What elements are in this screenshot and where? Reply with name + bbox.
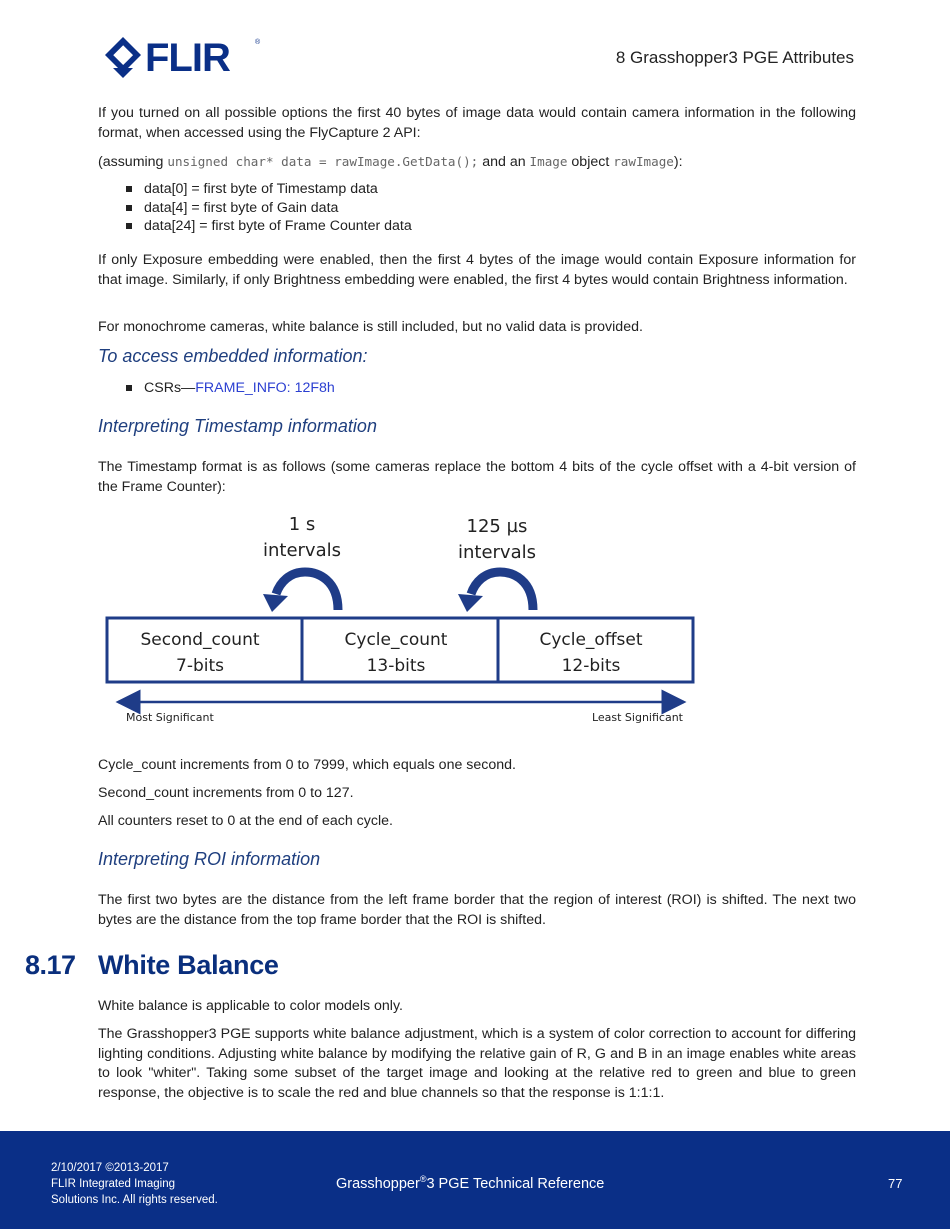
- footer-doc-title: Grasshopper®3 PGE Technical Reference: [336, 1174, 605, 1192]
- roi-heading: Interpreting ROI information: [98, 849, 321, 869]
- timestamp-heading: Interpreting Timestamp information: [98, 416, 377, 436]
- square-bullet-icon: [126, 223, 132, 229]
- box1-bits: 7-bits: [176, 656, 224, 676]
- code-image: Image: [529, 154, 568, 169]
- csr-list: [98, 379, 856, 398]
- code-rawimage: rawImage: [613, 154, 674, 169]
- list-item: data[24] = first byte of Frame Counter data: [98, 217, 856, 236]
- svg-text:FLIR: FLIR: [145, 36, 230, 80]
- interval2-line1: 125 µs: [466, 516, 528, 537]
- interval1-line1: 1 s: [288, 514, 316, 535]
- section-number: 8.17: [25, 950, 76, 980]
- interval1-line2: intervals: [262, 540, 342, 561]
- roi-paragraph: The first two bytes are the distance from the left frame border that the region of interest (ROI) is shifted. The next two bytes are the distance from the top frame border that the ROI is shifted.: [98, 892, 856, 928]
- monochrome-paragraph: For monochrome cameras, white balance is still included, but no valid data is provided.: [98, 319, 643, 335]
- box1-name: Second_count: [140, 630, 260, 650]
- reset-paragraph: All counters reset to 0 at the end of each cycle.: [98, 813, 393, 829]
- list-item: data[4] = first byte of Gain data: [98, 199, 856, 218]
- code-getdata: unsigned char* data = rawImage.GetData();: [167, 154, 479, 169]
- square-bullet-icon: [126, 205, 132, 211]
- exposure-paragraph: If only Exposure embedding were enabled, then the first 4 bytes of the image would contain Exposure information for that image. Similarly, if only Brightness embedding were enabled, the first 4 bytes would contain Brightness information.: [98, 252, 856, 288]
- access-heading: To access embedded information:: [98, 346, 368, 366]
- timestamp-diagram: [100, 508, 700, 730]
- most-significant-label: Most Significant: [126, 711, 214, 724]
- second-count-paragraph: Second_count increments from 0 to 127.: [98, 785, 354, 801]
- box2-bits: 13-bits: [366, 656, 426, 676]
- box2-name: Cycle_count: [344, 630, 448, 650]
- list-item: data[0] = first byte of Timestamp data: [98, 180, 856, 199]
- flir-logo: [105, 30, 265, 82]
- section-title: White Balance: [98, 950, 279, 980]
- assuming-prefix: (assuming: [98, 154, 168, 170]
- cycle-count-paragraph: Cycle_count increments from 0 to 7999, which equals one second.: [98, 757, 516, 773]
- page-footer: [0, 1131, 950, 1229]
- timestamp-paragraph: The Timestamp format is as follows (some cameras replace the bottom 4 bits of the cycle offset with a 4-bit version of the Frame Counter):: [98, 459, 856, 495]
- box3-name: Cycle_offset: [539, 630, 643, 650]
- header-section-title: 8 Grasshopper3 PGE Attributes: [615, 48, 854, 67]
- assuming-line: (assuming unsigned char* data = rawImage.GetData(); and an Image object rawImage):: [98, 154, 683, 170]
- loop-arrow-icon: [263, 572, 338, 612]
- footer-copyright: 2/10/2017 ©2013-2017 FLIR Integrated Imaging Solutions Inc. All rights reserved.: [51, 1162, 218, 1206]
- white-balance-note: White balance is applicable to color models only.: [98, 998, 403, 1014]
- least-significant-label: Least Significant: [591, 711, 683, 724]
- page-number: 77: [888, 1176, 903, 1191]
- white-balance-paragraph: The Grasshopper3 PGE supports white balance adjustment, which is a system of color correction to account for differing lighting conditions. Adjusting white balance by modifying the relative gain of R, G and B in an image enables white areas to look "whiter". Taking some subset of the target image and looking at the relative red to green and blue to green response, the objective is to scale the red and blue channels so that the response is 1:1:1.: [98, 1026, 856, 1101]
- svg-text:®: ®: [255, 39, 261, 46]
- loop-arrow-icon: [458, 572, 533, 612]
- list-item: CSRs—FRAME_INFO: 12F8h: [98, 379, 856, 398]
- intro-paragraph: If you turned on all possible options the first 40 bytes of image data would contain camera information in the following format, when accessed using the FlyCapture 2 API:: [98, 105, 856, 141]
- box3-bits: 12-bits: [561, 656, 621, 676]
- square-bullet-icon: [126, 385, 132, 391]
- byte-list: [98, 180, 856, 236]
- interval2-line2: intervals: [457, 542, 537, 563]
- square-bullet-icon: [126, 186, 132, 192]
- frame-info-link[interactable]: FRAME_INFO: 12F8h: [195, 380, 335, 396]
